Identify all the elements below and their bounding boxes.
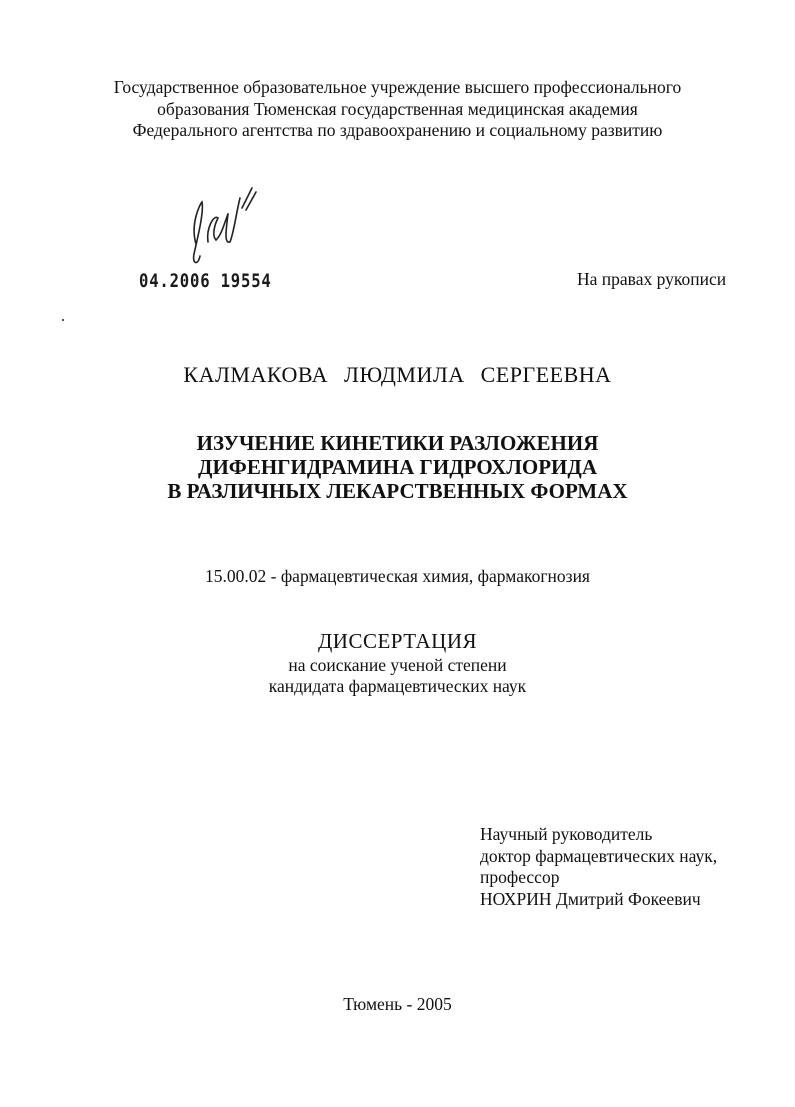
- title-line-2: ДИФЕНГИДРАМИНА ГИДРОХЛОРИДА: [198, 455, 597, 479]
- city-year: Тюмень - 2005: [343, 994, 452, 1014]
- rights-note: На правах рукописи: [577, 269, 727, 289]
- institution-line-1: Государственное образовательное учреждение высшего профессионального: [113, 77, 682, 97]
- advisor-role: Научный руководитель: [480, 824, 653, 844]
- degree-line-2: кандидата фармацевтических наук: [268, 676, 527, 696]
- institution-line-3: Федерального агентства по здравоохранению и социальному развитию: [132, 120, 663, 140]
- advisor-name: НОХРИН Дмитрий Фокеевич: [480, 888, 701, 909]
- author-name: КАЛМАКОВА ЛЮДМИЛА СЕРГЕЕВНА: [183, 362, 612, 387]
- advisor-degree: доктор фармацевтических наук,: [480, 845, 718, 866]
- title-line-1: ИЗУЧЕНИЕ КИНЕТИКИ РАЗЛОЖЕНИЯ: [196, 431, 599, 455]
- archive-stamp-number: 04.2006 19554: [139, 270, 272, 292]
- scan-speck: [62, 319, 64, 321]
- handwritten-signature: [178, 184, 268, 274]
- institution-line-2: образования Тюменская государственная медицинская академия: [157, 99, 638, 119]
- advisor-rank: профессор: [480, 867, 560, 887]
- dissertation-label: ДИССЕРТАЦИЯ: [317, 629, 478, 653]
- advisor-block: [480, 824, 717, 910]
- degree-line-1: на соискание ученой степени: [288, 655, 507, 675]
- specialty-code: 15.00.02 - фармацевтическая химия, фармакогнозия: [205, 566, 590, 586]
- title-line-3: В РАЗЛИЧНЫХ ЛЕКАРСТВЕННЫХ ФОРМАХ: [167, 479, 628, 503]
